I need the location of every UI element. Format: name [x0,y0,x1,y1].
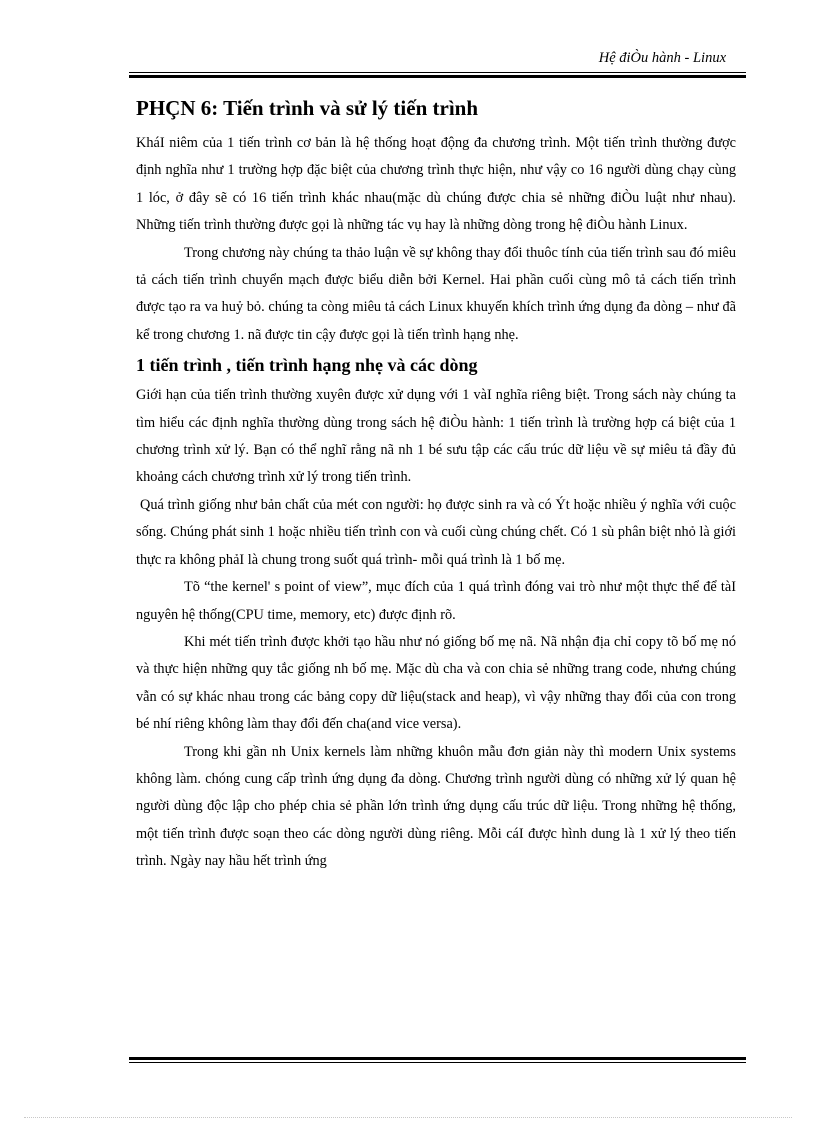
page-edge-divider [24,1117,792,1118]
paragraph-intro-2: Trong chương này chúng ta thảo luận về sự không thay đổi thuôc tính của tiến trình sau đó miêu tả cách tiến trình chuyển mạch được biểu diễn bởi Kernel. Hai phần cuối cùng mô tả cách tiến trình được tạo ra va huỷ bỏ. chúng ta còng miêu tả cách Linux khuyến khích trình ứng dụng đa dòng – như đã kể trong chương 1. nã được tin cậy được gọi là tiến trình hạng nhẹ. [136,244,736,343]
paragraph-body-4: Khi mét tiến trình được khởi tạo hầu như nó giống bố mẹ nã. Nã nhận địa chỉ copy tõ bố mẹ nó và thực hiện những quy tắc giống nh bố mẹ. Mặc dù cha và con chia sẻ những trang code, nhưng chúng vẫn có sự khác nhau trong các bảng copy dữ liệu(stack and heap), vì vậy những thay đổi của con trong bé nhí riêng không làm thay đổi đến cha(and vice versa). [136,633,736,733]
paragraph-body-1: Giới hạn của tiến trình thường xuyên được xử dụng với 1 vàI nghĩa riêng biệt. Trong sách này chúng ta tìm hiểu các định nghĩa thường dùng trong sách hệ điÒu hành: 1 tiến trình là trường hợp cá biệt của 1 chương trình xử lý. Bạn có thể nghĩ rằng nã nh 1 bé sưu tập các cấu trúc dữ liệu về sự miêu tả đầy đủ khoảng cách chương trình xử lý trong tiến trình. [136,387,736,486]
paragraph-body-5: Trong khi gần nh Unix kernels làm những khuôn mẫu đơn giản này thì modern Unix systems không làm. chóng cung cấp trình ứng dụng đa dòng. Chương trình người dùng có những xử lý quan hệ người dùng độc lập cho phép chia sẻ phần lớn trình ứng dụng cấu trúc dữ liệu. Trong những hệ thống, một tiến trình được soạn theo các dòng người dùng riêng. Mỗi cáI được hình dung là 1 xử lý theo tiến trình. Ngày nay hầu hết trình ứng [136,743,736,870]
paragraph-body-2: Quá trình giống như bản chất của mét con người: họ được sinh ra và có Ýt hoặc nhiều ý nghĩa với cuộc sống. Chúng phát sinh 1 hoặc nhiều tiến trình con và cuối cùng chúng chết. Có 1 sù phân biệt nhỏ là giới thực ra không phảI là chung trong suốt quá trình- mỗi quá trình là 1 bố mẹ. [136,496,736,568]
header-rule [129,72,746,78]
subsection-title: 1 tiến trình , tiến trình hạng nhẹ và các dòng [136,355,478,376]
footer-rule [129,1057,746,1063]
section-title: PHÇN 6: Tiến trình và sử lý tiến trình [136,96,479,120]
page-body [136,92,736,876]
running-header: Hệ điÒu hành - Linux [598,50,726,66]
paragraph-body-3: Tõ “the kernel' s point of view”, mục đích của 1 quá trình đóng vai trò như một thực thể để tàI nguyên hệ thống(CPU time, memory, etc) được định rõ. [136,579,736,623]
paragraph-intro-1: KháI niêm của 1 tiến trình cơ bản là hệ thống hoạt động đa chương trình. Một tiến trình thường được định nghĩa như 1 trường hợp đặc biệt của chương trình thực hiện, như vậy co 16 người dùng chạy cùng 1 lóc, ở đây sẽ có 16 tiến trình khác nhau(mặc dù chúng được chia sẻ những điÒu luật như nhau). Những tiến trình thường được gọi là những tác vụ hay là những dòng trong hệ điÒu hành Linux. [136,135,736,234]
